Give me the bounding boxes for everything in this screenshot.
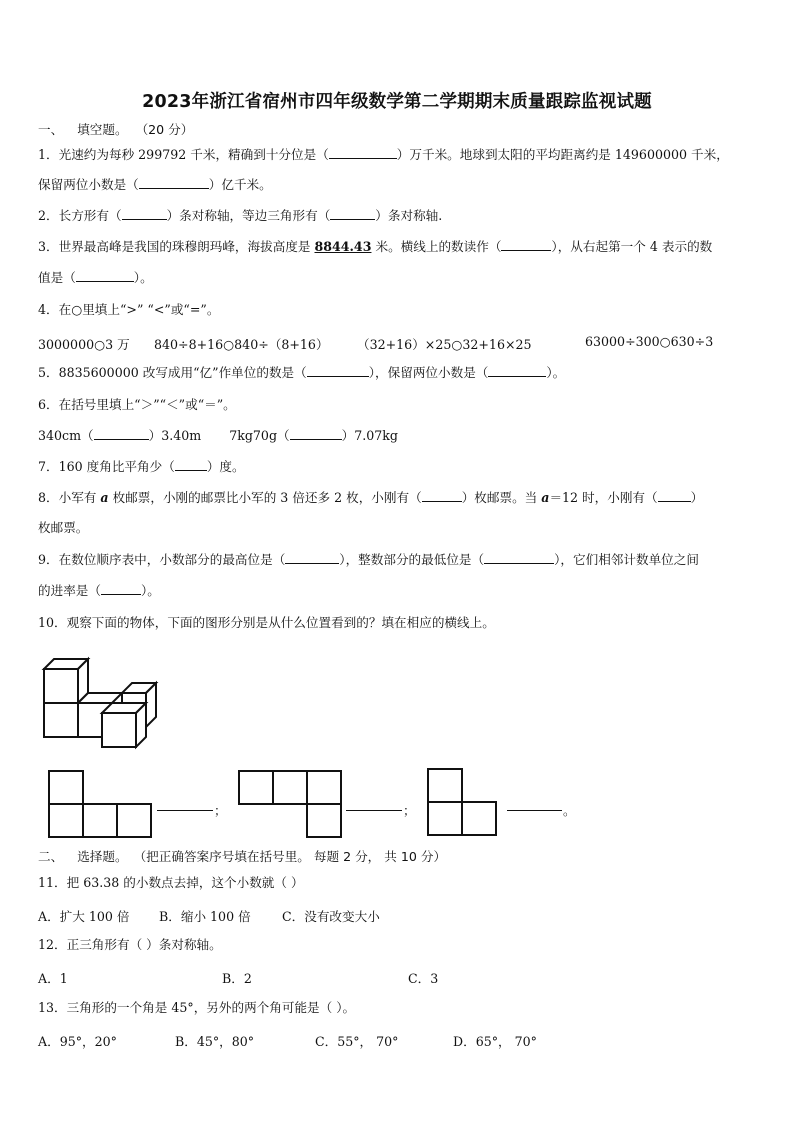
section-2-header [38,849,446,865]
q2-text-a: 2．长方形有（ [38,208,122,223]
q9-text-c: ），它们相邻计数单位之间 [554,552,699,567]
q9-answer-blank-1[interactable] [285,552,339,564]
q8-text-c: ）枚邮票。当 [461,490,542,505]
q4-item-4: 63000÷300○630÷3 [585,334,714,349]
q1-text-d: ）亿千米。 [208,177,272,192]
q2-text-c: ）条对称轴. [375,208,443,223]
q4-item-3: （32+16）×25○32+16×25 [357,337,532,352]
q4-item-2: 840÷8+16○840÷（8+16） [154,337,329,352]
q3-text-e: ）。 [133,270,153,285]
q11-option-b[interactable]: B．缩小 100 倍 [159,909,251,924]
section-1-header [38,122,193,138]
q7-text-a: 7．160 度角比平角少（ [38,459,175,474]
q9-text-a: 9．在数位顺序表中，小数部分的最高位是（ [38,552,286,567]
q5-text-b: ），保留两位小数是（ [368,365,489,380]
question-2 [38,208,442,224]
q3-text-d: 值是（ [38,270,76,285]
q5-answer-blank-1[interactable] [307,365,369,377]
q12-option-b[interactable]: B．2 [222,971,252,986]
view-3-figure [427,768,497,838]
q8-answer-blank-2[interactable] [658,490,691,502]
section-1-points: （20 分） [135,122,194,137]
q1-text-a: 1．光速约为每秒 299792 千米，精确到十分位是（ [38,147,329,162]
q11-option-c[interactable]: C．没有改变大小 [282,909,380,924]
section-2-note: （把正确答案序号填在括号里。 每题 2 分， 共 10 分） [133,849,447,864]
view-3-answer-line[interactable] [507,799,562,811]
q6-a-text-2: ）3.40m [148,428,202,443]
question-6-items [38,428,398,444]
q5-answer-blank-2[interactable] [488,365,546,377]
question-8-line-1 [38,490,703,506]
q9-text-e: ）。 [140,583,160,598]
q5-text-a: 5．8835600000 改写成用“亿”作单位的数是（ [38,365,307,380]
q3-answer-blank-2[interactable] [76,270,134,282]
question-6-stem: 6．在括号里填上“＞”“＜”或“＝”。 [38,397,236,412]
question-1-line-1 [38,147,729,163]
view-1-figure [48,770,152,840]
question-4-stem: 4．在○里填上“>” “<”或“=”。 [38,302,220,317]
question-8-line-2: 枚邮票。 [38,520,89,535]
q2-answer-blank-2[interactable] [330,208,375,220]
page-title: 2023年浙江省宿州市四年级数学第二学期期末质量跟踪监视试题 [142,92,652,112]
q3-text-b: 米。横线上的数读作（ [371,239,502,254]
q13-option-d[interactable]: D．65°， 70° [453,1034,537,1049]
view-3-period: 。 [563,803,576,818]
q3-answer-blank-1[interactable] [501,239,551,251]
question-5 [38,365,565,381]
q3-text-c: ），从右起第一个 4 表示的数 [551,239,713,254]
q9-answer-blank-3[interactable] [101,583,141,595]
view-2-separator: ； [403,803,416,818]
q1-text-c: 保留两位小数是（ [38,177,139,192]
section-1-number: 一、 [38,122,64,137]
q6-answer-blank-2[interactable] [290,428,342,440]
q6-b-text-1: 7kg70g（ [229,428,290,443]
question-10-stem: 10．观察下面的物体，下面的图形分别是从什么位置看到的？填在相应的横线上。 [38,615,495,630]
q13-option-a[interactable]: A．95°，20° [38,1034,117,1049]
view-1-separator: ； [214,803,227,818]
q3-underlined-number: 8844.43 [314,239,372,254]
q8-text-a: 8．小军有 [38,490,101,505]
q8-answer-blank-1[interactable] [422,490,462,502]
q7-answer-blank[interactable] [175,459,207,471]
q9-text-b: ），整数部分的最低位是（ [339,552,485,567]
q8-text-e: ） [690,490,704,505]
view-2-figure [238,770,342,840]
q1-answer-blank-2[interactable] [139,177,209,189]
q11-option-a[interactable]: A．扩大 100 倍 [38,909,130,924]
question-7 [38,459,245,475]
question-3-line-1 [38,239,712,255]
q9-answer-blank-2[interactable] [484,552,554,564]
q1-answer-blank-1[interactable] [329,147,397,159]
section-1-name: 填空题。 [77,122,128,137]
q5-text-c: ）。 [546,365,566,380]
question-12-stem: 12．正三角形有（ ）条对称轴。 [38,937,222,952]
q8-variable-a: a [100,490,109,505]
section-2-number: 二、 [38,849,64,864]
section-2-name: 选择题。 [77,849,128,864]
question-13-stem: 13．三角形的一个角是 45°，另外的两个角可能是（ ）。 [38,1000,356,1015]
q4-item-1: 3000000○3 万 [38,337,130,352]
question-9-line-2 [38,583,160,599]
question-9-line-1 [38,552,699,568]
q8-variable-a-2: a [541,490,550,505]
view-1-answer-line[interactable] [157,799,213,811]
q12-option-c[interactable]: C．3 [408,971,439,986]
q9-text-d: 的进率是（ [38,583,101,598]
q6-b-text-2: ）7.07kg [341,428,398,443]
view-2-answer-line[interactable] [346,799,402,811]
q1-text-b: ）万千米。地球到太阳的平均距离约是 149600000 千米， [396,147,729,162]
question-1-line-2 [38,177,272,193]
q6-answer-blank-1[interactable] [94,428,149,440]
q13-option-c[interactable]: C．55°， 70° [315,1034,399,1049]
q8-text-d: ＝12 时，小刚有（ [549,490,658,505]
q3-text-a: 3．世界最高峰是我国的珠穆朗玛峰，海拔高度是 [38,239,315,254]
question-3-line-2 [38,270,153,286]
q8-text-b: 枚邮票，小刚的邮票比小军的 3 倍还多 2 枚，小刚有（ [108,490,422,505]
q12-option-a[interactable]: A．1 [38,971,68,986]
q2-answer-blank-1[interactable] [122,208,167,220]
question-11-stem: 11．把 63.38 的小数点去掉，这个小数就（ ） [38,875,304,890]
q7-text-b: ）度。 [206,459,245,474]
q6-a-text-1: 340cm（ [38,428,94,443]
cube-stack-figure [40,655,164,751]
q2-text-b: ）条对称轴，等边三角形有（ [166,208,331,223]
q13-option-b[interactable]: B．45°，80° [175,1034,255,1049]
